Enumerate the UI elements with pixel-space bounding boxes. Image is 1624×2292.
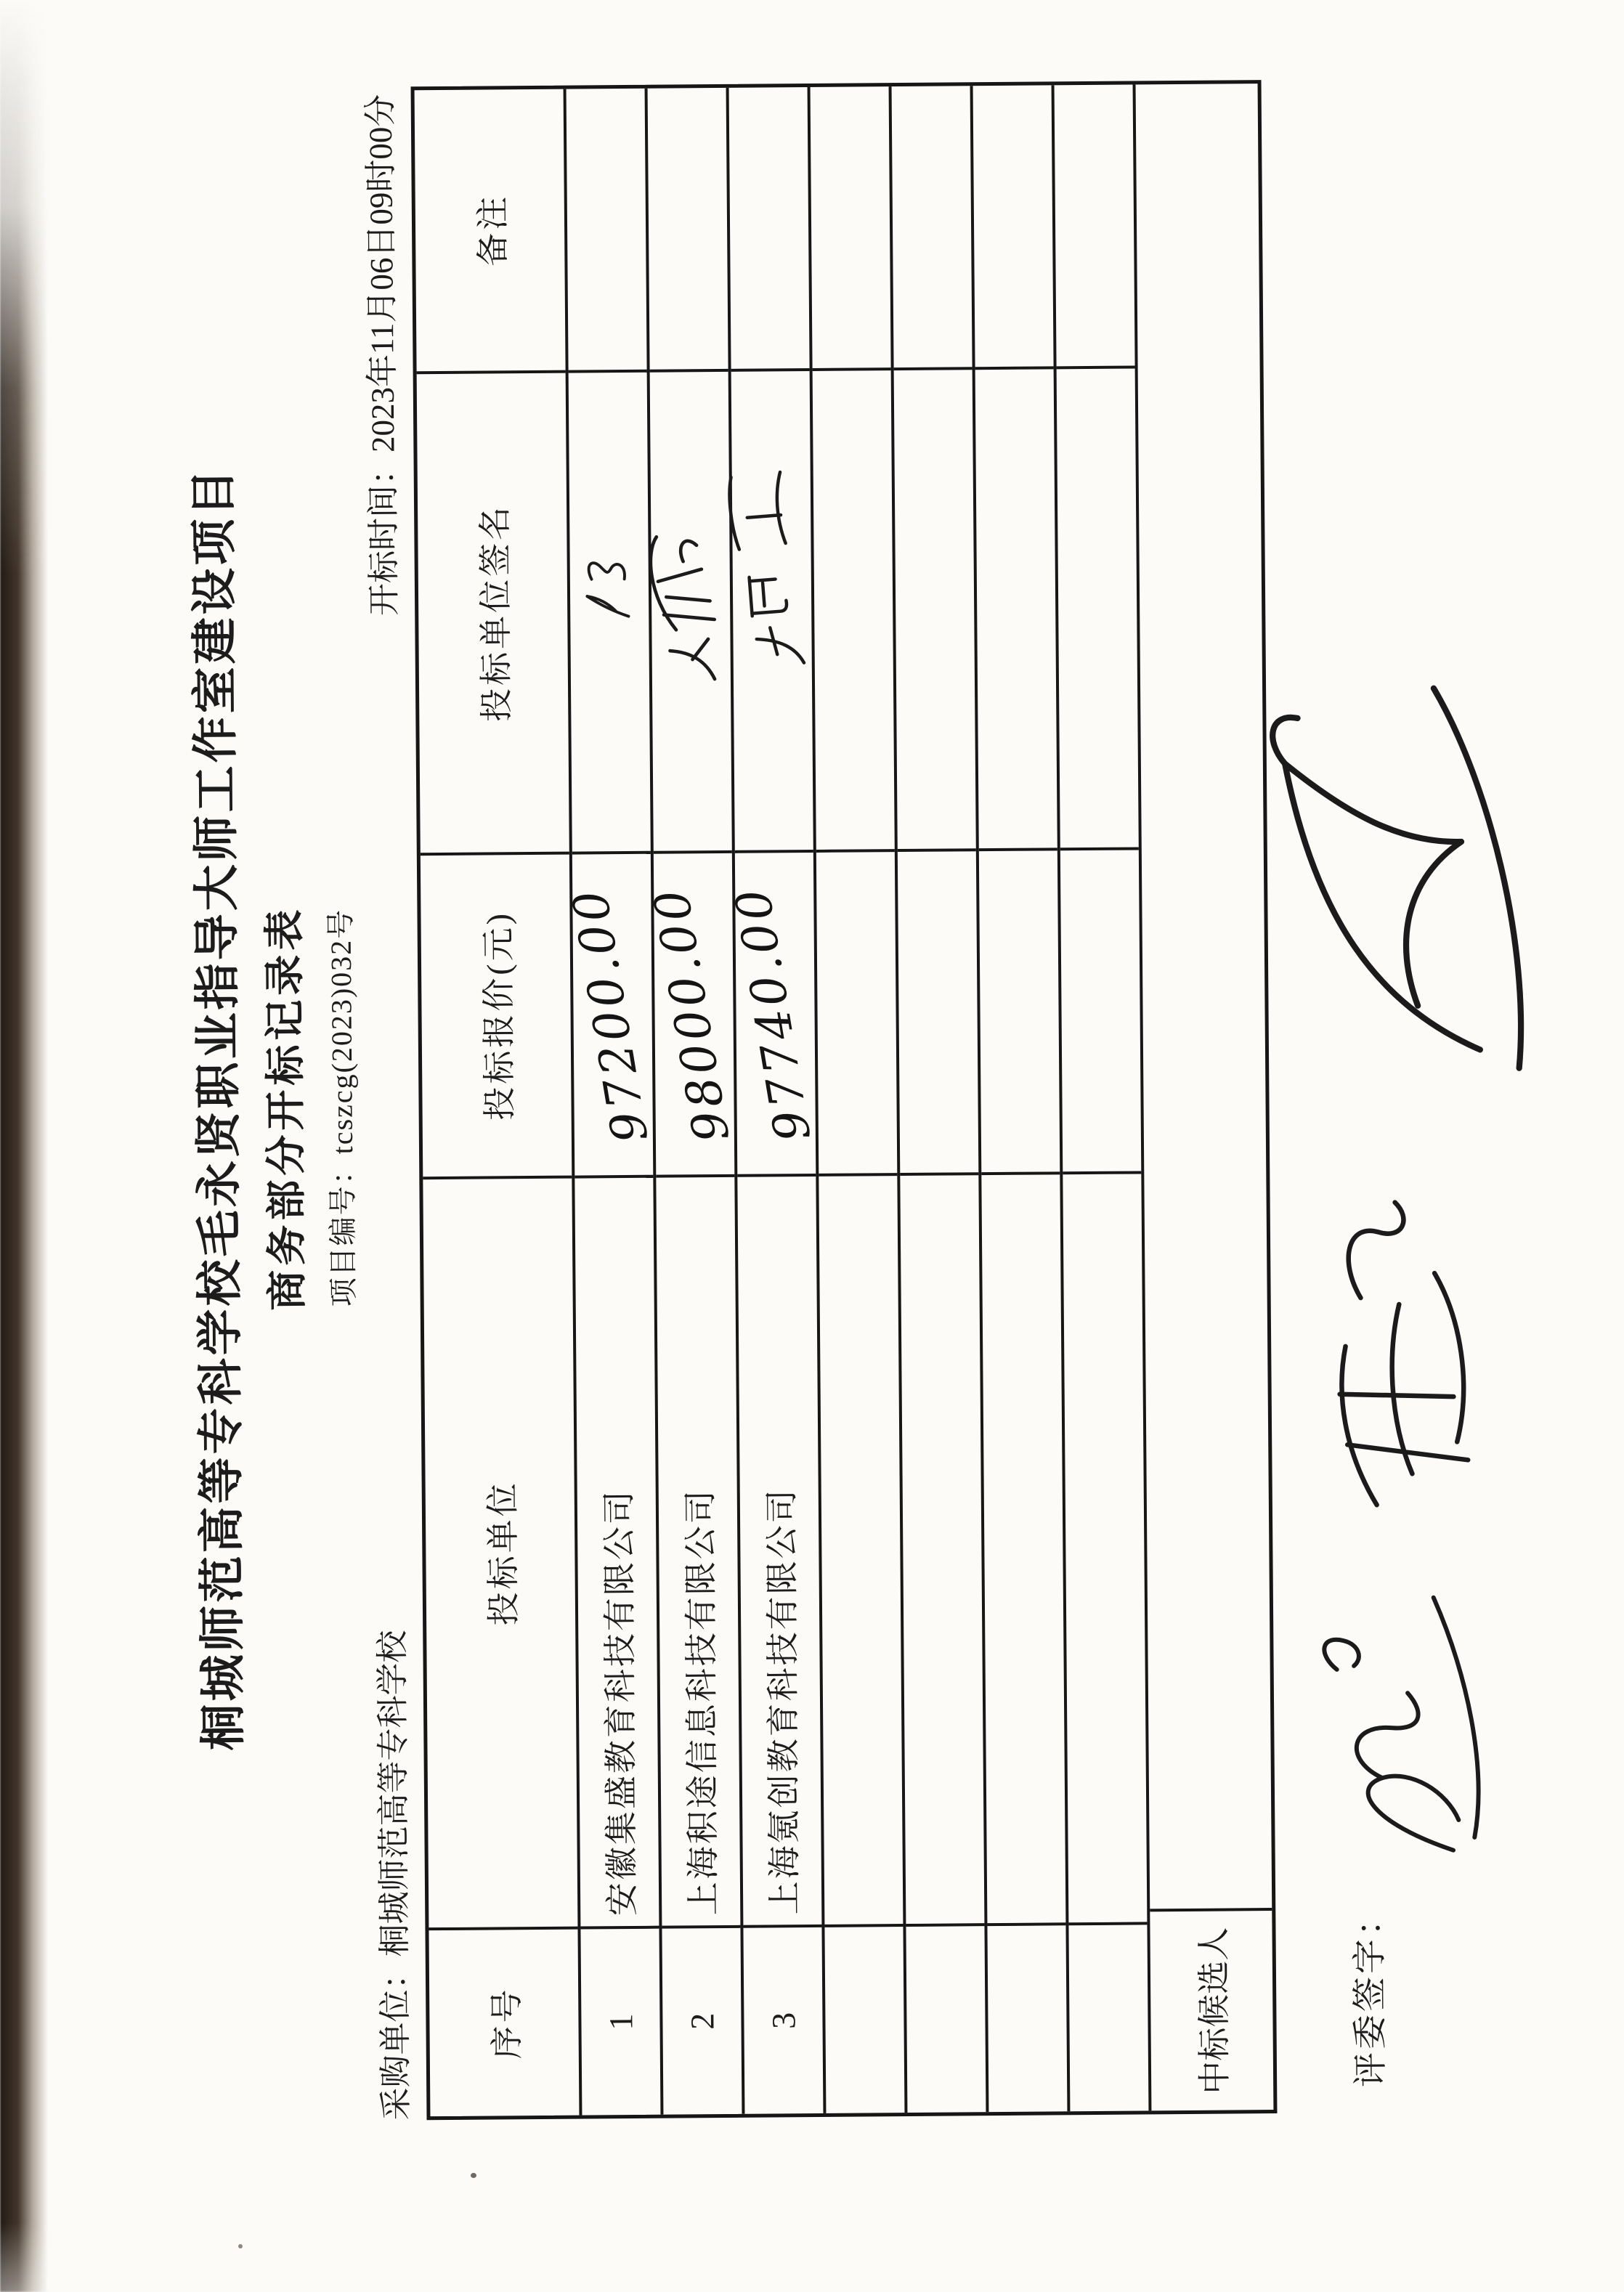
bid-opening-time: 开标时间：2023年11月06日09时00分 — [362, 94, 403, 617]
scan-speck — [471, 2173, 476, 2178]
cell-bidder: 安徽集盛教育科技有限公司 — [575, 1175, 659, 1927]
empty-cell — [981, 1171, 1065, 1923]
winner-candidate-row — [1136, 84, 1274, 2110]
handwritten-price: 97200.00 — [561, 883, 659, 1147]
cell-signature — [731, 368, 813, 850]
empty-cell — [898, 848, 978, 1173]
signature-scribble — [717, 458, 824, 683]
cell-seq: 2 — [662, 1925, 742, 2115]
project-number: 项目编号：tcszcg(2023)032号 — [324, 908, 360, 1307]
page-subtitle: 商务部分开标记录表 — [262, 905, 311, 1311]
evaluator-signature-scribble — [1243, 645, 1552, 1140]
empty-cell — [1060, 847, 1141, 1171]
cell-remark — [648, 88, 728, 370]
empty-cell — [973, 85, 1054, 367]
header-seq: 序号 — [429, 1927, 579, 2117]
cell-remark — [567, 89, 647, 370]
scan-edge-shadow — [0, 0, 48, 2292]
evaluator-signature-scribble — [1288, 1559, 1507, 1890]
empty-cell — [900, 1172, 984, 1924]
cell-remark — [729, 87, 810, 369]
table-row-empty — [1055, 84, 1152, 2111]
header-remark: 备注 — [474, 193, 511, 267]
header-price: 投标报价(元) — [421, 852, 572, 1177]
empty-cell — [975, 366, 1057, 848]
cell-bidder: 上海氪创教育科技有限公司 — [737, 1174, 821, 1925]
empty-cell — [987, 1922, 1067, 2112]
empty-cell — [906, 1923, 986, 2113]
evaluator-signature-scribble — [1296, 1183, 1515, 1538]
table-header-row — [415, 89, 582, 2117]
cell-seq: 1 — [580, 1926, 660, 2116]
cell-signature — [650, 369, 732, 851]
table-row-empty — [973, 85, 1071, 2112]
page-title: 桐城师范高等专科学校毛永贤职业指导大师工作室建设项目 — [187, 466, 250, 1751]
evaluator-sign-label: 评委签字： — [1350, 1898, 1391, 2088]
winner-candidate-value — [1136, 84, 1272, 1909]
table-row-empty — [811, 86, 908, 2113]
header-signature: 投标单位签名 — [417, 370, 569, 853]
table-row — [723, 87, 827, 2114]
winner-candidate-label: 中标候选人 — [1150, 1908, 1273, 2110]
cell-signature — [569, 370, 651, 852]
empty-cell — [824, 1924, 904, 2113]
empty-cell — [1055, 84, 1135, 366]
scan-speck — [238, 2244, 243, 2248]
empty-cell — [1063, 1171, 1147, 1922]
handwritten-price: 97740.00 — [723, 882, 821, 1146]
empty-cell — [816, 849, 897, 1174]
cell-seq: 3 — [743, 1925, 823, 2114]
empty-cell — [811, 86, 891, 368]
bid-record-table — [411, 80, 1278, 2120]
header-bidder: 投标单位 — [423, 1176, 577, 1928]
table-row — [642, 88, 745, 2115]
cell-bidder: 上海积途信息科技有限公司 — [656, 1174, 740, 1926]
empty-cell — [819, 1173, 903, 1925]
empty-cell — [813, 367, 895, 850]
empty-cell — [894, 367, 976, 849]
evaluator-signature-area — [1292, 84, 1620, 2113]
purchaser-line: 采购单位：桐城师范高等专科学校 — [374, 1630, 415, 2121]
table-row-empty — [892, 86, 989, 2113]
handwritten-price: 98000.00 — [642, 882, 740, 1147]
empty-cell — [1068, 1922, 1148, 2111]
empty-cell — [979, 848, 1060, 1172]
empty-cell — [892, 86, 973, 367]
table-row — [561, 89, 664, 2116]
empty-cell — [1057, 365, 1139, 848]
